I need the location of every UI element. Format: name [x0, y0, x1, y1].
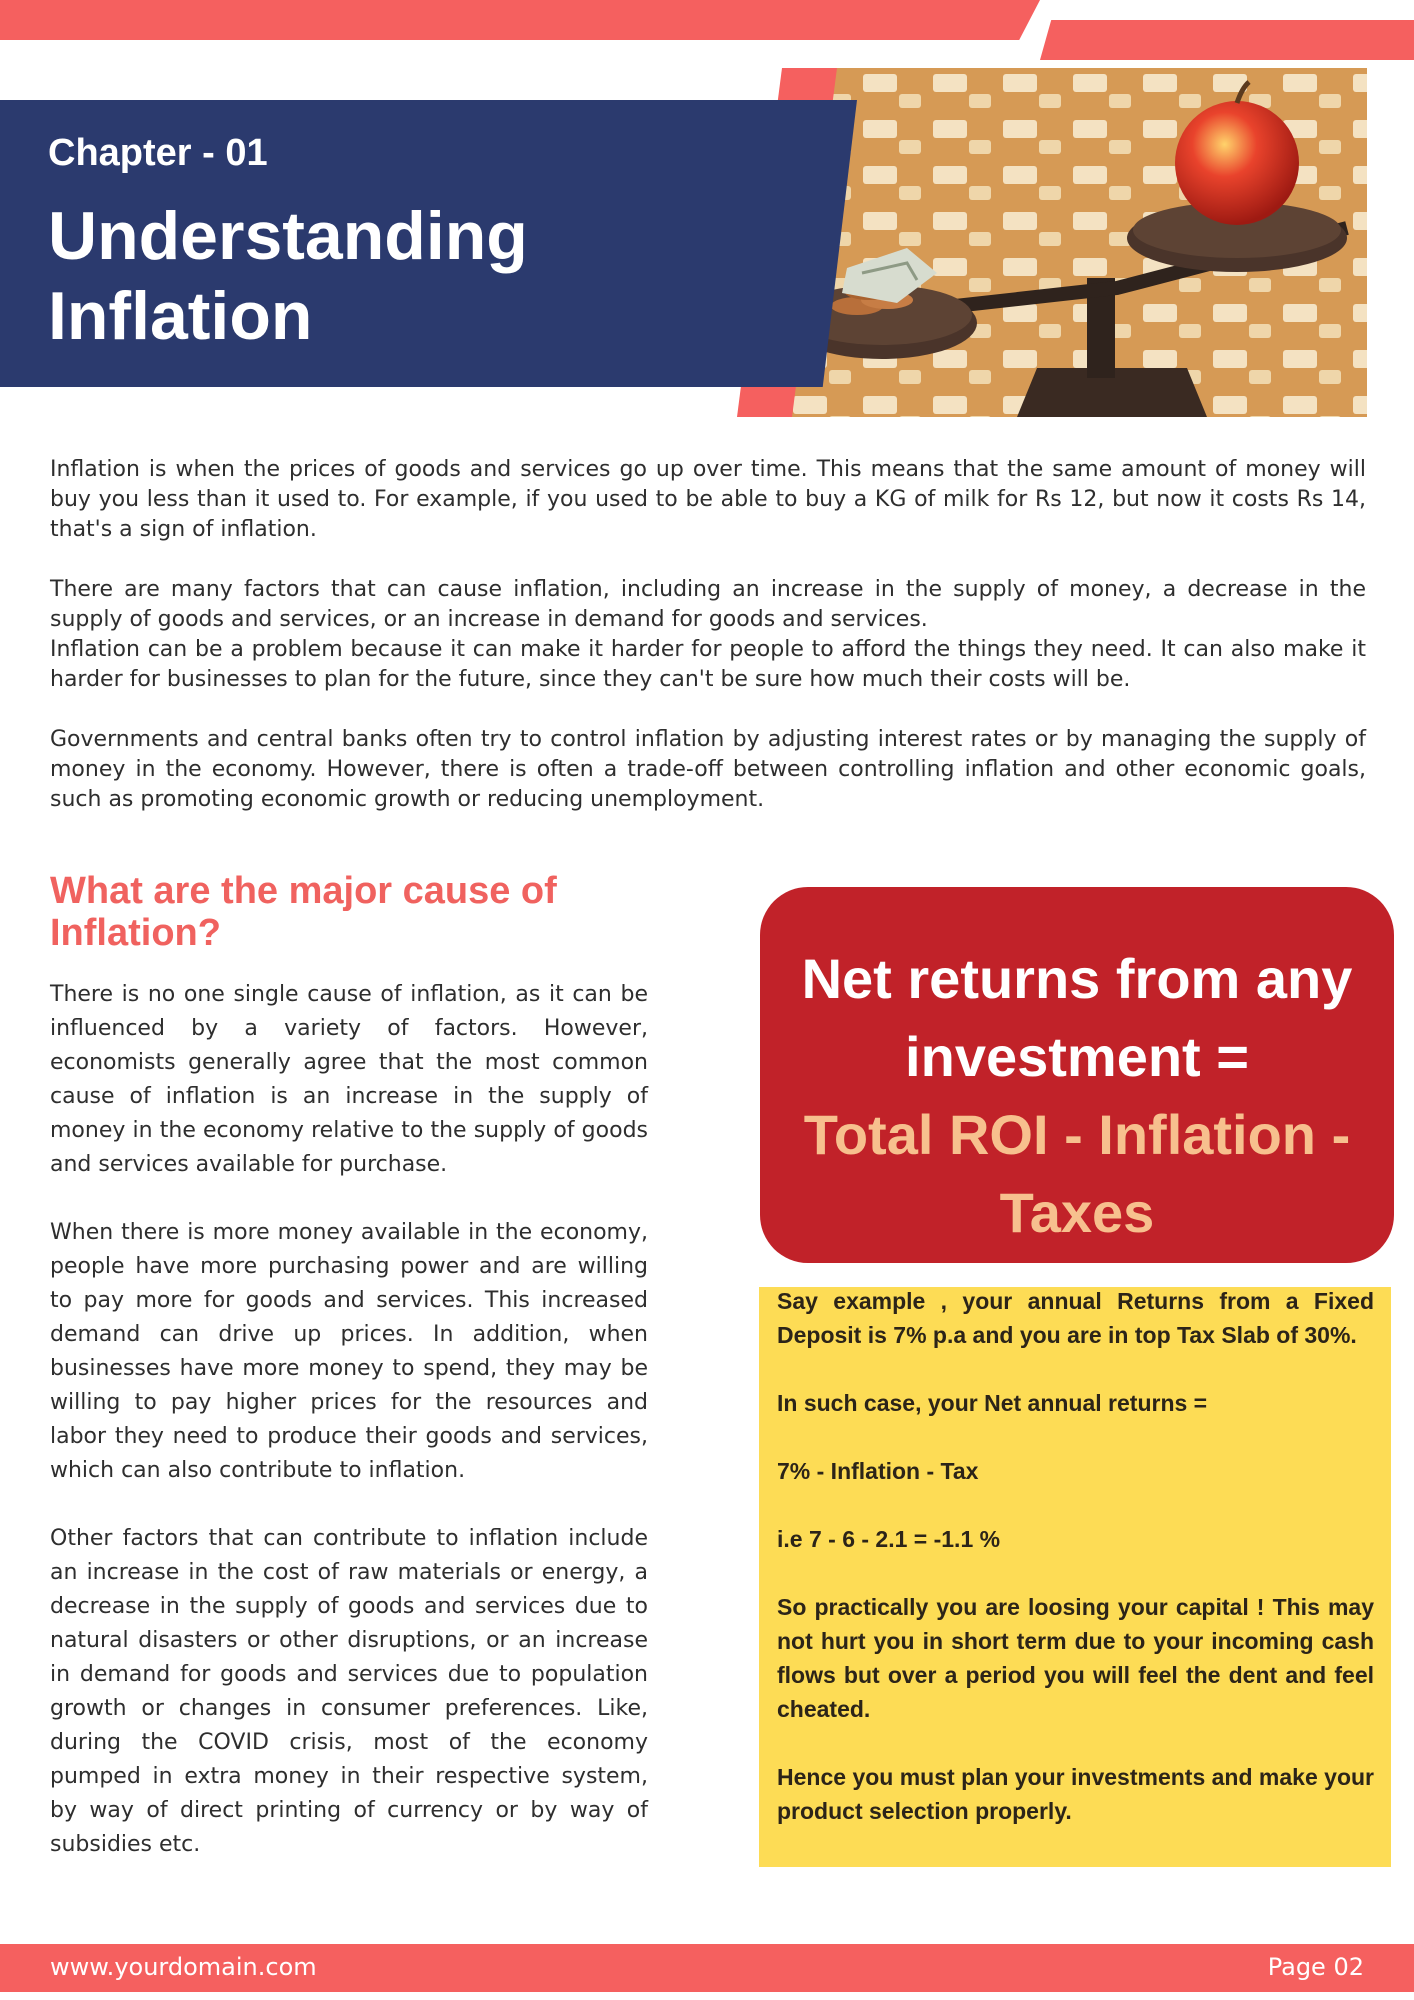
formula-statement: Net returns from any investment =: [801, 947, 1353, 1088]
causes-paragraph: There is no one single cause of inflation, as it can be influenced by a variety of factors. However, economists generally agree that the most common cause of inflation is an increase in the supply of money in the economy relative to the supply of goods and services available for purchase.: [50, 982, 648, 1177]
example-paragraph: Hence you must plan your investments and make your product selection properly.: [777, 1764, 1374, 1824]
hero-image-scale-apple-money: [787, 68, 1367, 417]
page-number: Page 02: [1267, 1953, 1364, 1981]
top-decor-bar-right: [1040, 20, 1414, 60]
example-paragraph: So practically you are loosing your capital ! This may not hurt you in short term due to your incoming cash flows but over a period you will feel the dent and feel cheated.: [777, 1594, 1374, 1722]
intro-section: [50, 455, 1366, 845]
example-paragraph: Say example , your annual Returns from a Fixed Deposit is 7% p.a and you are in top Tax Slab of 30%.: [777, 1288, 1374, 1348]
intro-paragraph: Governments and central banks often try to control inflation by adjusting interest rates or by managing the supply of money in the economy. However, there is often a trade-off between controlling inflation and other economic goals, such as promoting economic growth or reducing unemployment.: [50, 727, 1366, 812]
example-text: [777, 1284, 1374, 1862]
formula-expression: Total ROI - Inflation - Taxes: [803, 1103, 1351, 1244]
footer-website-link[interactable]: www.yourdomain.com: [50, 1953, 317, 1981]
intro-paragraph: There are many factors that can cause inflation, including an increase in the supply of money, a decrease in the supply of goods and services, or an increase in demand for goods and services.: [50, 577, 1366, 632]
top-decor-bar-left: [0, 0, 1040, 40]
causes-text: [50, 978, 648, 1896]
intro-paragraph: Inflation can be a problem because it can make it harder for people to afford the things they need. It can also make it harder for businesses to plan for the future, since they can't be sure how much their costs will be.: [50, 637, 1366, 692]
section-heading: What are the major cause of Inflation?: [50, 870, 557, 954]
page-title: Understanding Inflation: [48, 198, 528, 354]
example-paragraph: i.e 7 - 6 - 2.1 = -1.1 %: [777, 1526, 1001, 1552]
causes-paragraph: Other factors that can contribute to inflation include an increase in the cost of raw materials or energy, a decrease in the supply of goods and services due to natural disasters or other disruptions, or an increase in demand for goods and services due to population growth or changes in consumer preferences. Like, during the COVID crisis, most of the economy pumped in extra money in their respective system, by way of direct printing of currency or by way of subsidies etc.: [50, 1526, 648, 1857]
example-paragraph: In such case, your Net annual returns =: [777, 1390, 1208, 1416]
chapter-label: Chapter - 01: [48, 132, 268, 174]
example-paragraph: 7% - Inflation - Tax: [777, 1458, 979, 1484]
causes-paragraph: When there is more money available in the economy, people have more purchasing power and are willing to pay more for goods and services. This increased demand can drive up prices. In addition, when businesses have more money to spend, they may be willing to pay higher prices for the resources and labor they need to produce their goods and services, which can also contribute to inflation.: [50, 1220, 648, 1483]
hero-illustration: [787, 68, 1367, 417]
intro-paragraph: Inflation is when the prices of goods and services go up over time. This means that the same amount of money will buy you less than it used to. For example, if you used to be able to buy a KG of milk for Rs 12, but now it costs Rs 14, that's a sign of inflation.: [50, 457, 1366, 542]
